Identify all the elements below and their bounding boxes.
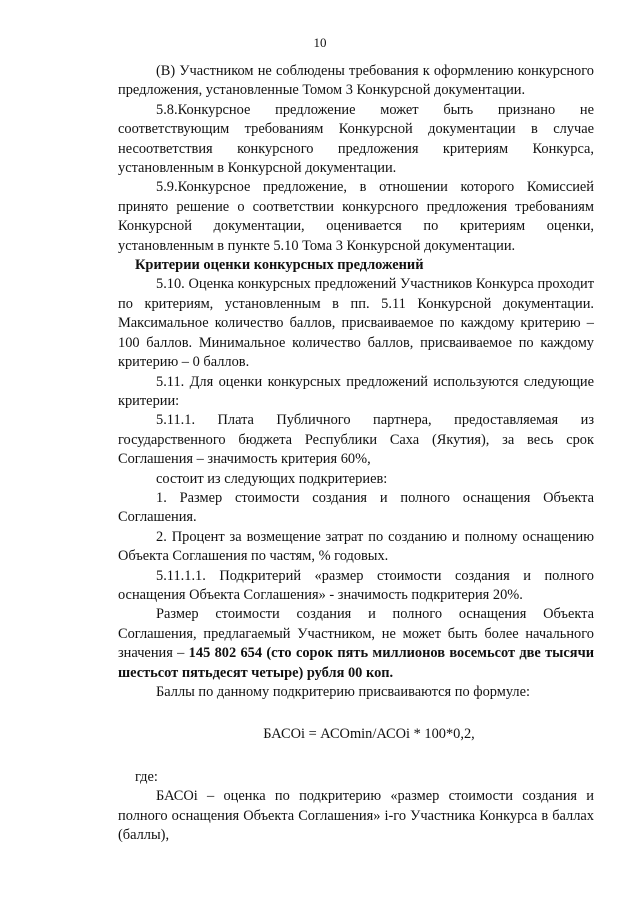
document-body	[118, 62, 594, 845]
page-number: 10	[313, 35, 327, 50]
paragraph-5-10: 5.10. Оценка конкурсных предложений Участников Конкурса проходит по критериям, установленным в пп. 5.11 Конкурсной документации. Максимальное количество баллов, присваиваемое по каждому критерию – 100 баллов. Минимальное количество баллов, присваиваемое по каждому критерию – 0 баллов.	[118, 276, 594, 371]
section-heading-criteria: Критерии оценки конкурсных предложений	[135, 257, 424, 274]
paragraph-participant-requirements: (В) Участником не соблюдены требования к оформлению конкурсного предложения, установленные Томом 3 Конкурсной документации.	[118, 63, 594, 99]
paragraph-formula-intro: Баллы по данному подкритерию присваиваются по формуле:	[156, 684, 530, 700]
paragraph-where: где:	[135, 768, 158, 785]
paragraph-5-11-1-1: 5.11.1.1. Подкритерий «размер стоимости создания и полного оснащения Объекта Соглашения» - значимость подкритерия 20%.	[118, 567, 594, 603]
paragraph-5-8: 5.8.Конкурсное предложение может быть признано не соответствующим требованиям Конкурсной документации в случае несоответствия конкурсного предложения критериям Конкурса, установленным в Конкурсной документации.	[118, 101, 594, 177]
paragraph-5-9: 5.9.Конкурсное предложение, в отношении которого Комиссией принято решение о соответствии конкурсного предложения требованиям Конкурсной документации, оценивается по критериям оценки, установленным в пункте 5.10 Тома 3 Конкурсной документации.	[118, 179, 594, 254]
paragraph-baso-definition: БАСОi – оценка по подкритерию «размер стоимости создания и полного оснащения Объекта Соглашения» i-го Участника Конкурса в баллах (баллы),	[118, 788, 594, 844]
paragraph-5-11-1: 5.11.1. Плата Публичного партнера, предоставляемая из государственного бюджета Республики Саха (Якутия), за весь срок Соглашения – значимость критерия 60%,	[118, 412, 594, 468]
max-cost-text: Размер стоимости создания и полного оснащения Объекта Соглашения, предлагаемый Участником, не может быть более начального значения –	[118, 606, 594, 662]
list-item-2: 2. Процент за возмещение затрат по созданию и полному оснащению Объекта Соглашения по частям, % годовых.	[118, 528, 594, 565]
paragraph-5-11: 5.11. Для оценки конкурсных предложений используются следующие критерии:	[118, 373, 594, 409]
formula: БАСОi = АСОmin/АСОi * 100*0,2,	[263, 726, 475, 743]
paragraph-max-cost	[118, 605, 594, 683]
list-item-1: 1. Размер стоимости создания и полного оснащения Объекта Соглашения.	[118, 489, 594, 526]
max-cost-amount: 145 802 654 (сто сорок пять миллионов восемьсот две тысячи шестьсот пятьдесят четыре) рубля 00 коп.	[118, 645, 594, 681]
paragraph-subcriteria-intro: состоит из следующих подкритериев:	[156, 470, 388, 487]
